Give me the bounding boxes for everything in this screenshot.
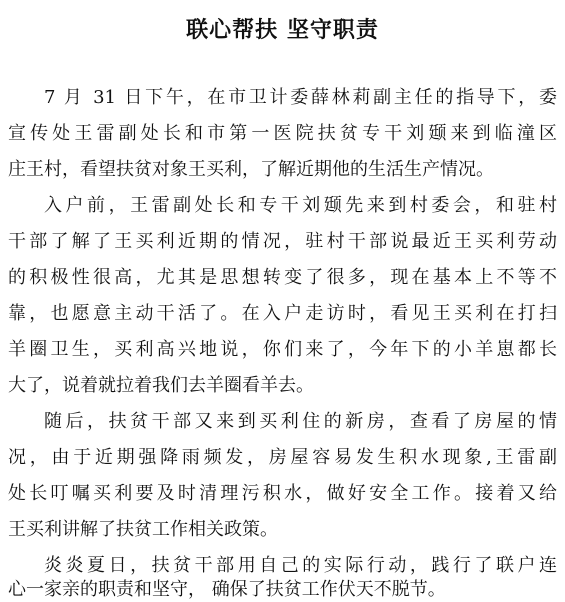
paragraph-4-line-2: 心一家亲的职责和坚守， 确保了扶贫工作伏天不脱节。 [8,579,446,600]
paragraph-2-line-6: 大了，说着就拉着我们去羊圈看羊去。 [8,375,314,396]
paragraph-1-line-2: 宣传处王雷副处长和市第一医院扶贫专干刘颋来到临潼区 [8,123,557,144]
paragraph-3-line-3: 处长叮嘱买利要及时清理污积水，做好安全工作。接着又给 [8,483,557,504]
paragraph-2-line-2: 干部了解了王买利近期的情况，驻村干部说最近王买利劳动 [8,231,557,252]
paragraph-2-line-3: 的积极性很高，尤其是思想转变了很多，现在基本上不等不 [8,267,557,288]
paragraph-2-line-1: 入户前，王雷副处长和专干刘颋先来到村委会，和驻村 [44,195,557,216]
paragraph-3-line-1: 随后，扶贫干部又来到买利住的新房，查看了房屋的情 [44,411,557,432]
paragraph-2-line-5: 羊圈卫生，买利高兴地说，你们来了，今年下的小羊崽都长 [8,339,557,360]
document-title: 联心帮扶 坚守职责 [186,18,379,43]
paragraph-1-line-1: 7 月 31 日下午，在市卫计委薛林莉副主任的指导下，委 [44,87,557,108]
paragraph-4-line-1: 炎炎夏日，扶贫干部用自己的实际行动，践行了联户连 [44,555,557,576]
paragraph-1-line-3: 庄王村，看望扶贫对象王买利，了解近期他的生活生产情况。 [8,159,494,180]
paragraph-3-line-2: 况，由于近期强降雨频发，房屋容易发生积水现象,王雷副 [8,447,557,468]
paragraph-2-line-4: 靠，也愿意主动干活了。在入户走访时，看见王买利在打扫 [8,303,557,324]
paragraph-3-line-4: 王买利讲解了扶贫工作相关政策。 [8,519,278,540]
